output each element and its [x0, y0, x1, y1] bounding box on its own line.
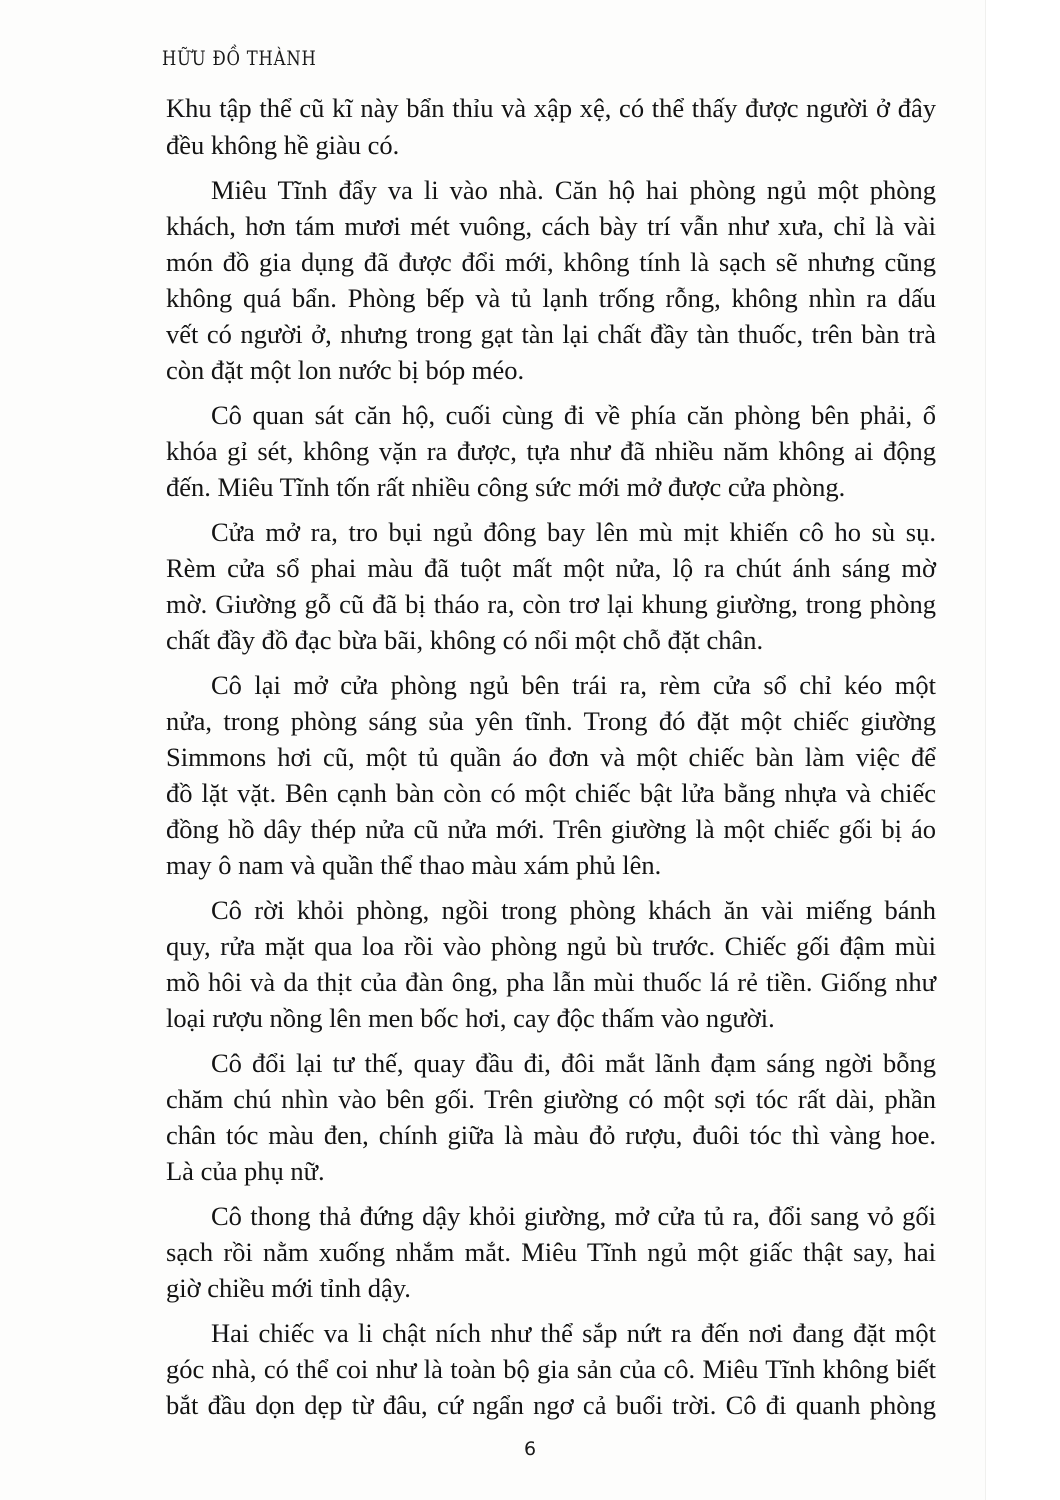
- text-line: Hai chiếc va li chật ních như thể sắp nứt ra đến nơi đang đặt một: [211, 1318, 936, 1348]
- text-line: giờ chiều mới tỉnh dậy.: [166, 1273, 411, 1303]
- running-header: HỮU ĐỒ THÀNH: [162, 46, 317, 70]
- text-line: đến. Miêu Tĩnh tốn rất nhiều công sức mới mở được cửa phòng.: [166, 472, 846, 502]
- text-line: khách, hơn tám mươi mét vuông, cách bày trí vẫn như xưa, chỉ là vài: [166, 211, 936, 241]
- text-line: Khu tập thể cũ kĩ này bẩn thỉu và xập xệ, có thể thấy được người ở đây: [166, 93, 936, 123]
- text-line: chân tóc màu đen, chính giữa là màu đỏ rượu, đuôi tóc thì vàng hoe.: [166, 1120, 936, 1150]
- text-line: Là của phụ nữ.: [166, 1156, 325, 1186]
- text-line: vết có người ở, nhưng trong gạt tàn lại chất đầy tàn thuốc, trên bàn trà: [166, 319, 936, 349]
- text-line: Cô đổi lại tư thế, quay đầu đi, đôi mắt lãnh đạm sáng ngời bỗng: [211, 1048, 936, 1078]
- text-line: đồng hồ dây thép nửa cũ nửa mới. Trên giường là một chiếc gối bị áo: [166, 814, 936, 844]
- text-line: mồ hôi và da thịt của đàn ông, pha lẫn mùi thuốc lá rẻ tiền. Giống như: [166, 967, 936, 997]
- text-line: Rèm cửa sổ phai màu đã tuột mất một nửa, lộ ra chút ánh sáng mờ: [166, 553, 936, 583]
- text-line: không quá bẩn. Phòng bếp và tủ lạnh trống rỗng, không nhìn ra dấu: [166, 283, 936, 313]
- text-line: góc nhà, có thể coi như là toàn bộ gia sản của cô. Miêu Tĩnh không biết: [166, 1354, 936, 1384]
- text-line: khóa gỉ sét, không vặn ra được, tựa như đã nhiều năm không ai động: [166, 436, 936, 466]
- text-line: Cô rời khỏi phòng, ngồi trong phòng khách ăn vài miếng bánh: [211, 895, 936, 925]
- text-line: chất đầy đồ đạc bừa bãi, không có nổi một chỗ đặt chân.: [166, 625, 764, 655]
- text-line: loại rượu nồng lên men bốc hơi, cay độc thấm vào người.: [166, 1003, 775, 1033]
- text-line: đồ lặt vặt. Bên cạnh bàn còn có một chiếc bật lửa bằng nhựa và chiếc: [166, 778, 936, 808]
- text-line: Simmons hơi cũ, một tủ quần áo đơn và một chiếc bàn làm việc để: [166, 742, 936, 772]
- text-line: còn đặt một lon nước bị bóp méo.: [166, 355, 525, 385]
- text-line: Cô thong thả đứng dậy khỏi giường, mở cửa tủ ra, đổi sang vỏ gối: [211, 1201, 936, 1231]
- text-line: nửa, trong phòng sáng sủa yên tĩnh. Trong đó đặt một chiếc giường: [166, 706, 936, 736]
- text-line: Cô lại mở cửa phòng ngủ bên trái ra, rèm cửa sổ chỉ kéo một: [211, 670, 936, 700]
- text-line: bắt đầu dọn dẹp từ đâu, cứ ngẩn ngơ cả buổi trời. Cô đi quanh phòng: [166, 1390, 936, 1420]
- text-line: sạch rồi nằm xuống nhắm mắt. Miêu Tĩnh ngủ một giấc thật say, hai: [166, 1237, 936, 1267]
- page-edge: [985, 0, 1060, 1500]
- page-number: 6: [523, 1438, 537, 1460]
- text-line: quy, rửa mặt qua loa rồi vào phòng ngủ bù trước. Chiếc gối đậm mùi: [166, 931, 936, 961]
- text-line: Cô quan sát căn hộ, cuối cùng đi về phía căn phòng bên phải, ổ: [211, 400, 936, 430]
- text-line: món đồ gia dụng đã được đổi mới, không tính là sạch sẽ nhưng cũng: [166, 247, 936, 277]
- text-line: Cửa mở ra, tro bụi ngủ đông bay lên mù mịt khiến cô ho sù sụ.: [211, 517, 936, 547]
- text-line: đều không hề giàu có.: [166, 130, 400, 160]
- text-line: may ô nam và quần thể thao màu xám phủ lên.: [166, 850, 662, 880]
- text-line: Miêu Tĩnh đẩy va li vào nhà. Căn hộ hai phòng ngủ một phòng: [211, 175, 936, 205]
- text-line: mờ. Giường gỗ cũ đã bị tháo ra, còn trơ lại khung giường, trong phòng: [166, 589, 936, 619]
- text-line: chăm chú nhìn vào bên gối. Trên giường có một sợi tóc rất dài, phần: [166, 1084, 936, 1114]
